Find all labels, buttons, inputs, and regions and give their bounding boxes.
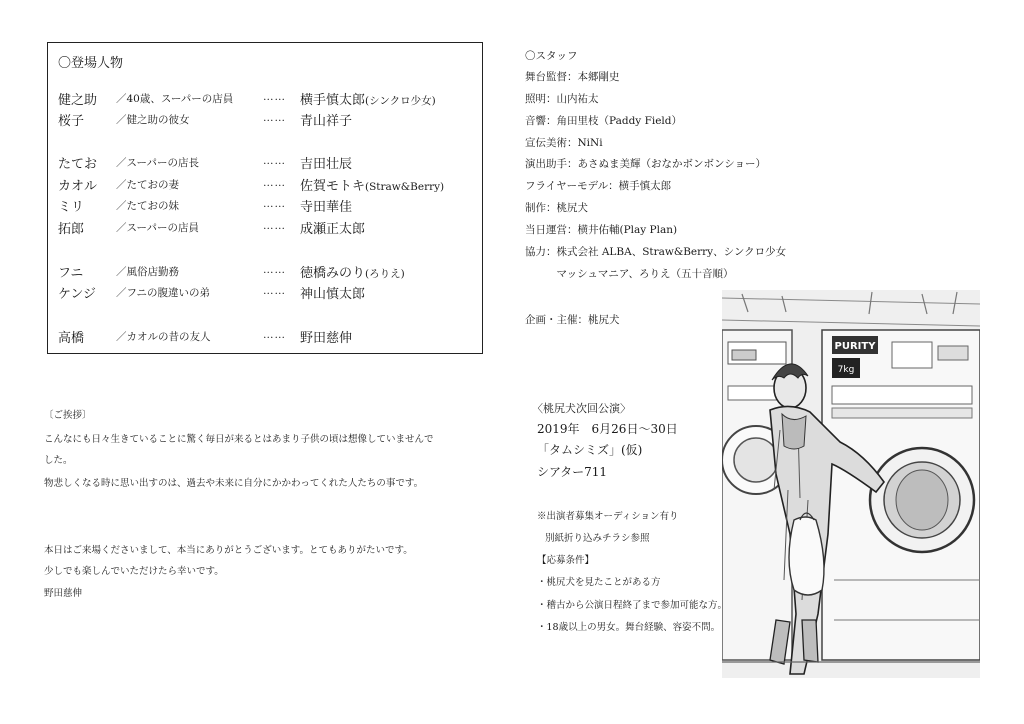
- next-show-date: 2019年 6月26日〜30日: [537, 422, 678, 436]
- requirement-item: ・稽古から公演日程終了まで参加可能な方。: [537, 600, 728, 611]
- greeting-line: 少しでも楽しんでいただけたら幸いです。: [44, 566, 224, 577]
- leader-dots: ……: [263, 91, 286, 103]
- character-name: 拓郎: [58, 222, 85, 237]
- audition-note-detail: 別紙折り込みチラシ参照: [545, 533, 650, 544]
- leader-dots: ……: [263, 220, 286, 232]
- character-role: ／スーパーの店員: [116, 222, 199, 234]
- character-role: ／風俗店勤務: [116, 266, 179, 278]
- character-name: カオル: [58, 179, 98, 194]
- leader-dots: ……: [263, 112, 286, 124]
- requirement-item: ・18歳以上の男女。舞台経験、容姿不問。: [537, 622, 721, 633]
- photo-laundromat-illustration: [722, 290, 980, 678]
- actor-name: 成瀬正太郎: [300, 222, 366, 237]
- staff-line: 舞台監督：本郷剛史: [525, 71, 620, 83]
- leader-dots: ……: [263, 155, 286, 167]
- character-role: ／健之助の彼女: [116, 114, 190, 126]
- staff-line: 音響：角田里枝（Paddy Field）: [525, 115, 683, 127]
- actor-name: 神山慎太郎: [300, 287, 366, 302]
- character-name: 健之助: [58, 93, 98, 108]
- actor-affiliation: (ろりえ): [365, 268, 405, 280]
- photo-laundromat-man: [722, 290, 980, 678]
- audition-note: ※出演者募集オーディション有り: [537, 511, 679, 522]
- staff-line: フライヤーモデル：横手慎太郎: [525, 180, 672, 192]
- next-show-venue: シアター711: [537, 465, 608, 479]
- actor-name: 寺田華佳: [300, 200, 353, 215]
- cast-heading: 〇登場人物: [58, 56, 124, 71]
- greeting-heading: 〔ご挨拶〕: [44, 410, 92, 421]
- next-show-heading: 〈桃尻犬次回公演〉: [532, 402, 631, 415]
- character-role: ／スーパーの店長: [116, 157, 199, 169]
- producer-credit: 企画・主催：桃尻犬: [525, 314, 620, 326]
- leader-dots: ……: [263, 285, 286, 297]
- character-role: ／40歳、スーパーの店員: [116, 93, 234, 105]
- actor-name: 横手慎太郎(シンクロ少女): [300, 93, 436, 108]
- leader-dots: ……: [263, 198, 286, 210]
- staff-line: 協力：株式会社 ALBA、Straw&Berry、シンクロ少女: [525, 246, 787, 258]
- greeting-line: 物悲しくなる時に思い出すのは、過去や未来に自分にかかわってくれた人たちの事です。: [44, 478, 424, 489]
- actor-affiliation: (シンクロ少女): [365, 95, 436, 107]
- character-role: ／カオルの昔の友人: [116, 331, 211, 343]
- requirement-item: ・桃尻犬を見たことがある方: [537, 577, 661, 588]
- actor-name: 吉田壮辰: [300, 157, 353, 172]
- staff-line: 制作：桃尻犬: [525, 202, 588, 214]
- staff-line: 演出助手：あさぬま美輝（おなかボンボンショー）: [525, 158, 767, 170]
- actor-name: 徳橋みのり(ろりえ): [300, 266, 405, 281]
- greeting-signature: 野田慈伸: [44, 588, 83, 599]
- leader-dots: ……: [263, 329, 286, 341]
- character-name: 桜子: [58, 114, 85, 129]
- character-name: 高橋: [58, 331, 85, 346]
- leader-dots: ……: [263, 177, 286, 189]
- actor-affiliation: (Straw&Berry): [365, 181, 445, 193]
- greeting-line: した。: [44, 455, 73, 466]
- character-role: ／たておの妹: [116, 200, 179, 212]
- machine-sign: PURITY: [834, 341, 876, 352]
- next-show-title: 「タムシミズ」(仮): [537, 443, 643, 457]
- cast-list-box: [47, 42, 483, 354]
- character-role: ／フニの腹違いの弟: [116, 287, 210, 299]
- staff-line: 照明：山内祐太: [525, 93, 599, 105]
- actor-name: 野田慈伸: [300, 331, 353, 346]
- requirements-heading: 【応募条件】: [537, 555, 595, 566]
- leader-dots: ……: [263, 264, 286, 276]
- staff-line: 宣伝美術：NiNi: [525, 137, 603, 149]
- character-name: ミリ: [58, 200, 85, 215]
- staff-heading: 〇スタッフ: [525, 50, 578, 62]
- staff-line: 当日運営：横井佑輔(Play Plan): [525, 224, 678, 236]
- machine-capacity-sign: 7kg: [837, 365, 855, 375]
- character-name: ケンジ: [58, 287, 97, 302]
- character-name: フニ: [58, 266, 84, 281]
- actor-name: 佐賀モトキ(Straw&Berry): [300, 179, 445, 194]
- actor-name: 青山祥子: [300, 114, 353, 129]
- greeting-line: 本日はご来場くださいまして、本当にありがとうございます。とてもありがたいです。: [44, 545, 413, 556]
- greeting-line: こんなにも日々生きていることに驚く毎日が来るとはあまり子供の頃は想像していませんで: [44, 434, 434, 445]
- character-role: ／たておの妻: [116, 179, 179, 191]
- character-name: たてお: [58, 157, 98, 172]
- staff-line: マッシュマニア、ろりえ（五十音順）: [525, 268, 734, 280]
